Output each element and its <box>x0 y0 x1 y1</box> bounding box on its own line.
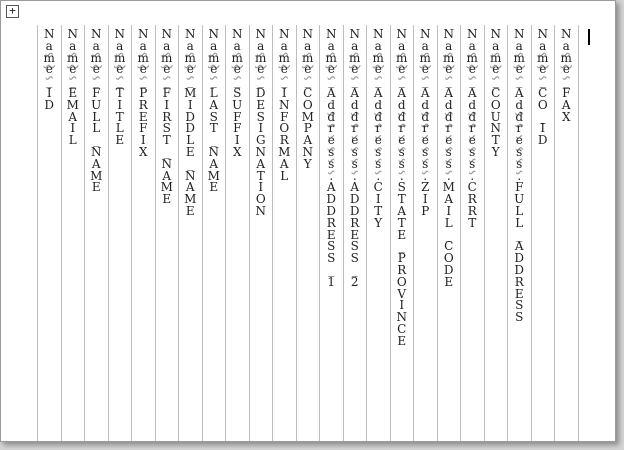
table-header-cell[interactable] <box>203 25 227 442</box>
column-header-label: N a m e _ F I R S T _ N A M E <box>160 27 173 207</box>
table-header-cell[interactable] <box>226 25 250 442</box>
table-header-cell[interactable] <box>555 25 579 442</box>
column-header-label: N a m e _ I N F O R M A L <box>278 27 291 183</box>
table-header-cell[interactable] <box>391 25 415 442</box>
table-header-cell[interactable] <box>62 25 86 442</box>
column-header-label: N a m e _ F A X <box>560 27 572 124</box>
table-header-cell[interactable] <box>461 25 485 442</box>
column-header-label: N a m e _ A d d r e s s . C R R T <box>466 27 478 230</box>
table-header-cell[interactable] <box>320 25 344 442</box>
column-header-label: N a m e _ A d d r e s s . S T A T E _ P R O V I N C E <box>396 27 408 348</box>
column-header-label: N a m e _ A d d r e s s . M A I L _ C O D E <box>442 27 455 289</box>
column-header-label: N a m e _ A d d r e s s . F U L L _ A D D R E S S <box>513 27 525 325</box>
column-header-label: N a m e _ C O U N T Y <box>490 27 502 159</box>
table-move-handle-icon[interactable]: + <box>6 5 19 18</box>
table-header-cell[interactable] <box>367 25 391 442</box>
table-header-cell[interactable] <box>485 25 509 442</box>
table-header-cell[interactable] <box>438 25 462 442</box>
column-header-label: N a m e _ M I D D L E _ N A M E <box>184 27 197 218</box>
table-header-cell[interactable] <box>38 25 62 442</box>
table-header-cell[interactable] <box>508 25 532 442</box>
column-header-label: N a m e _ P R E F I X <box>137 27 149 159</box>
header-table <box>37 25 591 442</box>
column-header-label: N a m e _ C O _ I D <box>537 27 549 148</box>
column-header-label: N a m e _ C O M P A N Y <box>301 27 314 171</box>
column-header-label: N a m e _ A d d r e s s . A D D R E S S _ 2 <box>349 27 361 289</box>
table-header-cell[interactable] <box>273 25 297 442</box>
column-header-label: N a m e _ T I T L E <box>114 27 126 148</box>
table-header-cell[interactable] <box>414 25 438 442</box>
column-header-label: N a m e _ A d d r e s s . Z I P <box>419 27 431 218</box>
column-header-label: N a m e _ D E S I G N A T I O N <box>255 27 267 218</box>
table-header-cell[interactable] <box>297 25 321 442</box>
table-header-cell[interactable] <box>156 25 180 442</box>
table-header-cell[interactable] <box>109 25 133 442</box>
column-header-label: N a m e _ L A S T _ N A M E <box>207 27 220 195</box>
column-header-label: N a m e _ I D <box>43 27 55 112</box>
table-header-cell[interactable] <box>344 25 368 442</box>
table-header-cell[interactable] <box>250 25 274 442</box>
table-header-cell[interactable] <box>179 25 203 442</box>
column-header-label: N a m e _ S U F F I X <box>231 27 243 159</box>
text-cursor <box>588 29 590 45</box>
column-header-label: N a m e _ E M A I L <box>66 27 79 148</box>
table-header-cell[interactable] <box>132 25 156 442</box>
column-header-label: N a m e _ F U L L _ N A M E <box>90 27 103 195</box>
column-header-label: N a m e _ A d d r e s s . C I T Y <box>372 27 384 230</box>
table-header-cell[interactable] <box>532 25 556 442</box>
column-header-label: N a m e _ A d d r e s s . A D D R E S S _ 1 <box>325 27 337 289</box>
table-header-cell[interactable] <box>85 25 109 442</box>
